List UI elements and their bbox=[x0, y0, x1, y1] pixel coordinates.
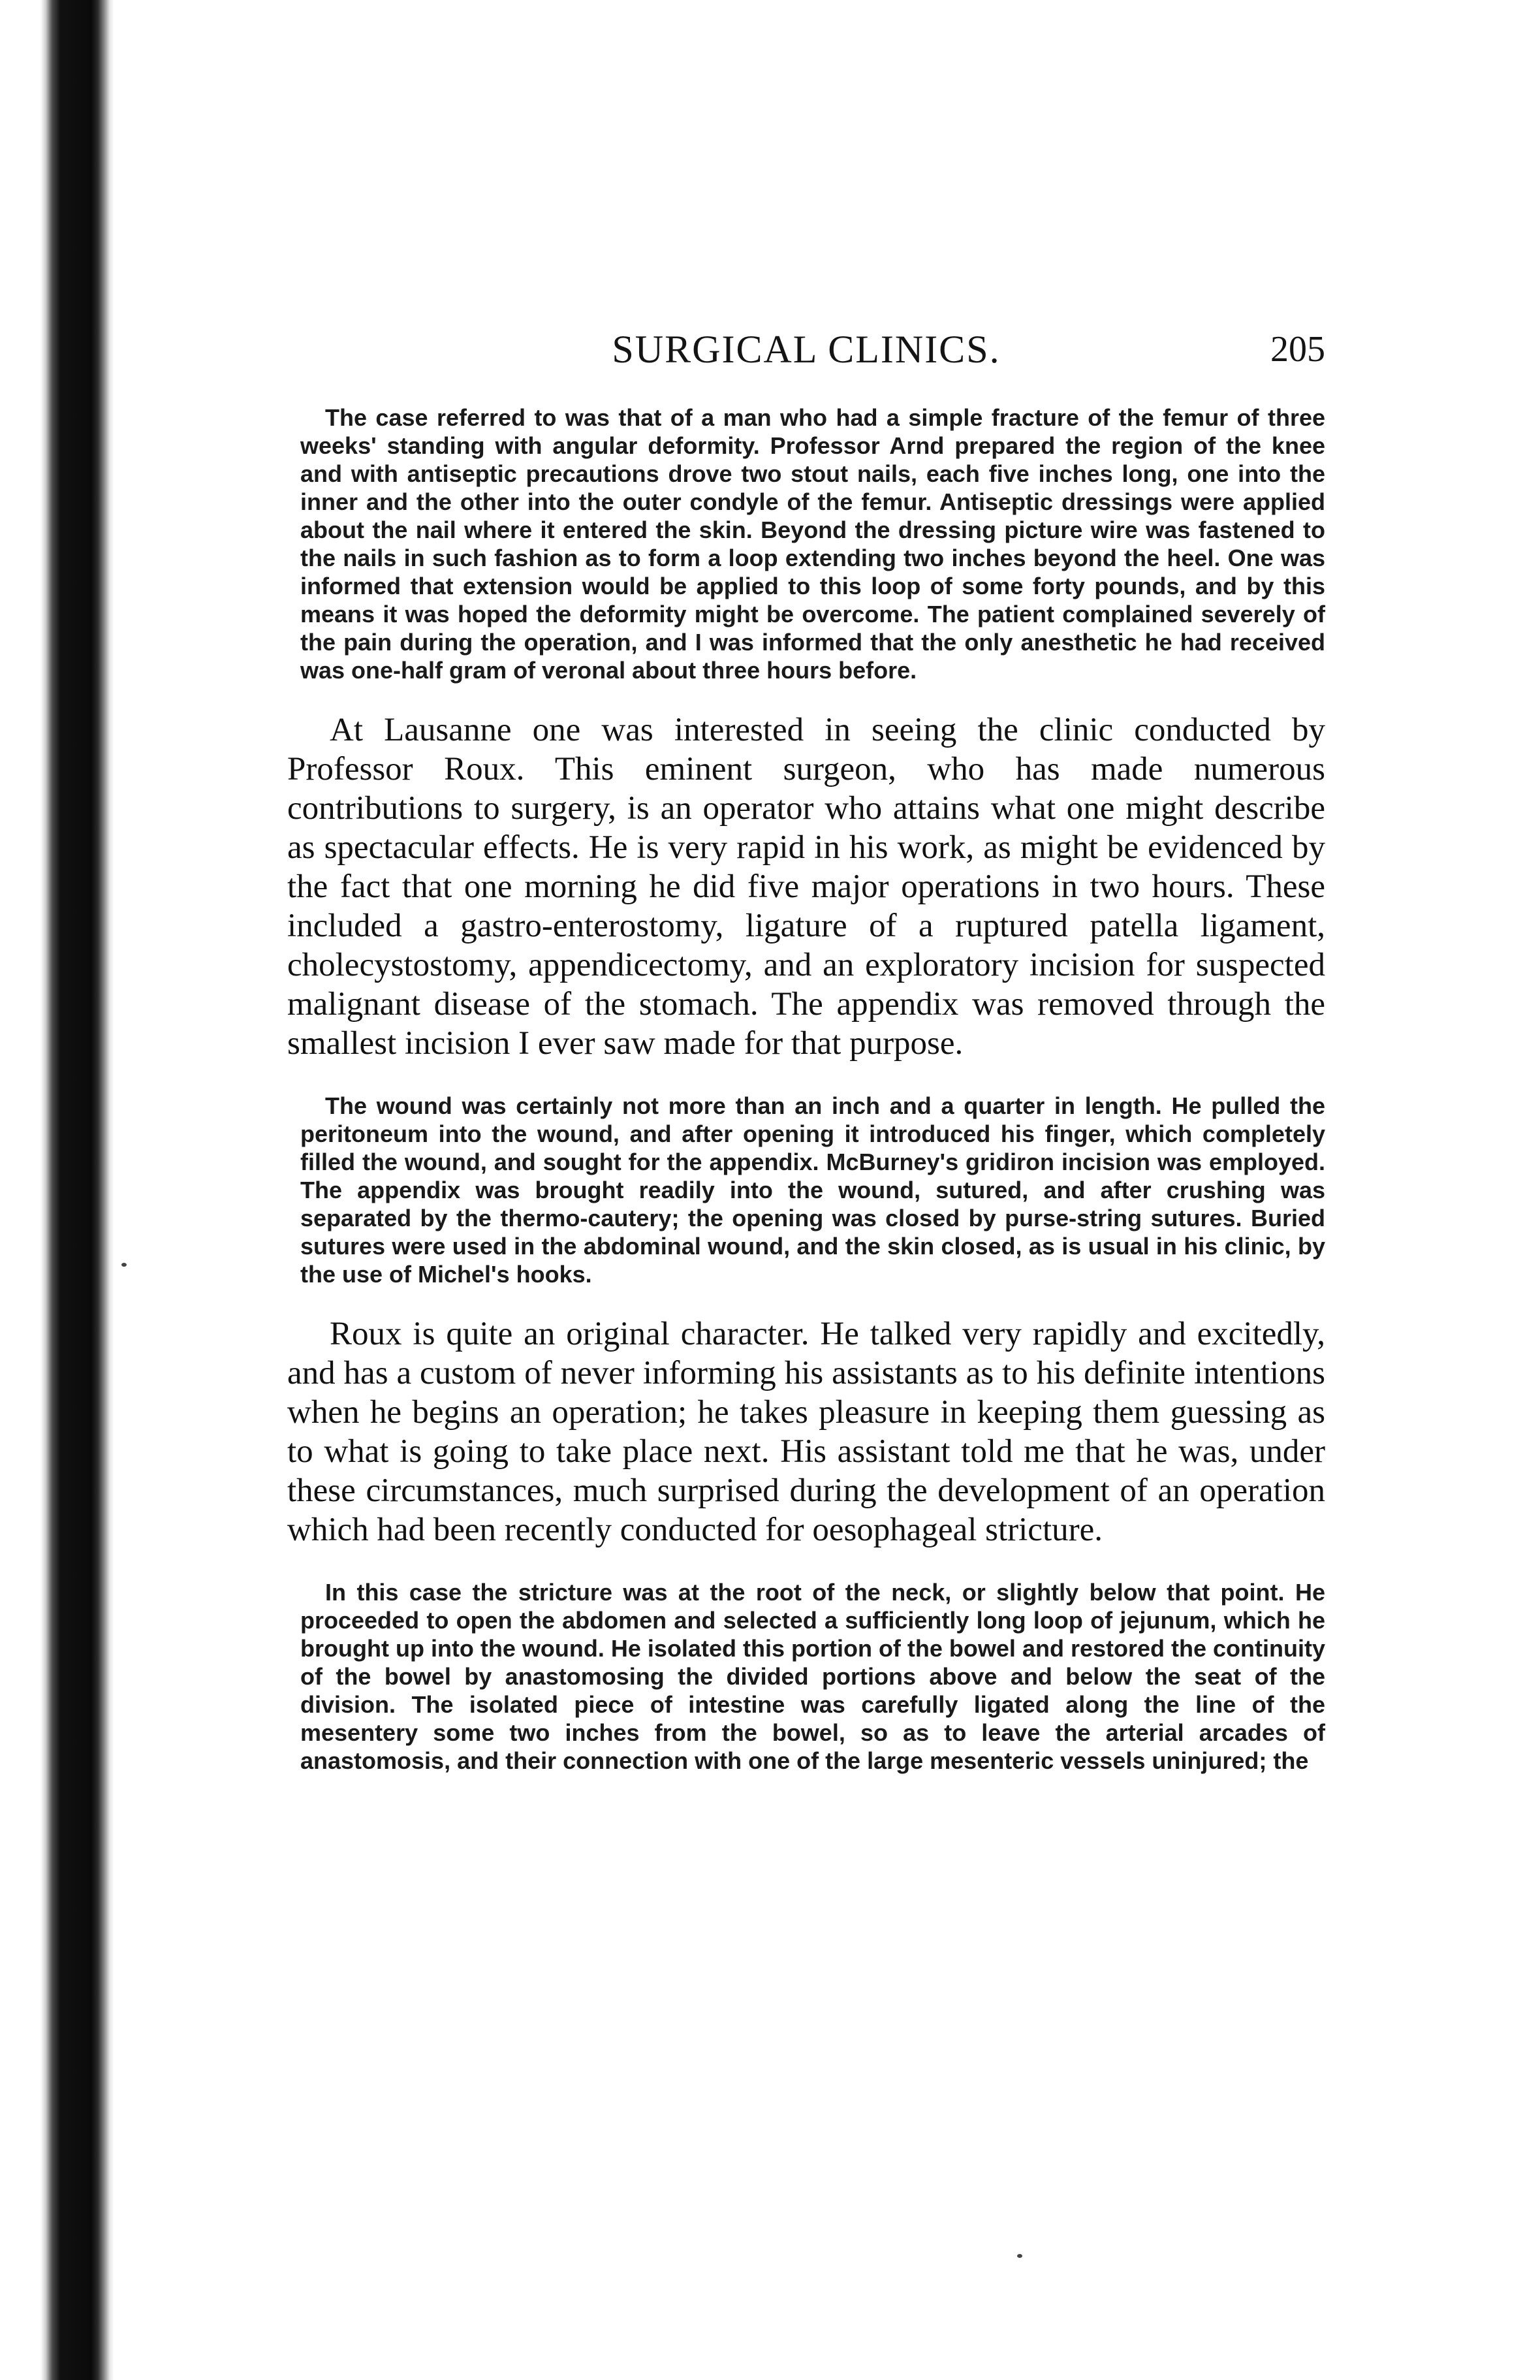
quoted-paragraph-arnd-case: The case referred to was that of a man who had a simple fracture of the femur of three weeks' standing with angular deformity. Professor Arnd prepared the region of the knee and with antiseptic precautions drove two stout nails, each five inches long, one into the inner and the other into the outer condyle of the femur. Antiseptic dressings were applied about the nail where it entered the skin. Beyond the dressing picture wire was fastened to the nails in such fashion as to form a loop extending two inches beyond the heel. One was informed that extension would be applied to this loop of some forty pounds, and by this means it was hoped the deformity might be overcome. The patient complained severely of the pain during the operation, and I was informed that the only anesthetic he had received was one-half gram of veronal about three hours before. bbox=[300, 404, 1325, 684]
scan-binding-edge bbox=[0, 0, 114, 2380]
scan-speck bbox=[121, 1263, 127, 1267]
body-paragraph-lausanne: At Lausanne one was interested in seeing the clinic conducted by Professor Roux. This eminent surgeon, who has made numerous contributions to surgery, is an operator who attains what one might describe as spectacular effects. He is very rapid in his work, as might be evidenced by the fact that one morning he did five major operations in two hours. These included a gastro-enterostomy, ligature of a ruptured patella ligament, cholecystostomy, appendicectomy, and an exploratory incision for suspected malignant disease of the stomach. The appendix was removed through the smallest incision I ever saw made for that purpose. bbox=[287, 712, 1325, 1062]
scan-speck bbox=[1017, 2254, 1022, 2258]
body-paragraph-roux-character: Roux is quite an original character. He talked very rapidly and excitedly, and has a custom of never informing his assistants as to his definite intentions when he begins an operation; he takes pleasure in keeping them guessing as to what is going to take place next. His assistant told me that he was, under these circumstances, much surprised during the development of an operation which had been recently conducted for oesophageal stricture. bbox=[287, 1316, 1325, 1548]
running-title: SURGICAL CLINICS. bbox=[612, 328, 1001, 371]
quoted-paragraph-stricture-case: In this case the stricture was at the root of the neck, or slightly below that point. He proceeded to open the abdomen and selected a sufficiently long loop of jejunum, which he brought up into the wound. He isolated this portion of the bowel and restored the continuity of the bowel by anastomosing the divided portions above and below the seat of the division. The isolated piece of intestine was carefully ligated along the line of the mesentery some two inches from the bowel, so as to leave the arterial arcades of anastomosis, and their connection with one of the large mesenteric vessels uninjured; the bbox=[300, 1579, 1325, 1774]
page-number: 205 bbox=[1270, 329, 1325, 370]
quoted-paragraph-appendix-wound: The wound was certainly not more than an inch and a quarter in length. He pulled the peritoneum into the wound, and after opening it introduced his finger, which completely filled the wound, and sought for the appendix. McBurney's gridiron incision was employed. The appendix was brought readily into the wound, sutured, and after crushing was separated by the thermo-cautery; the opening was closed by purse-string sutures. Buried sutures were used in the abdominal wound, and the skin closed, as is usual in his clinic, by the use of Michel's hooks. bbox=[300, 1092, 1325, 1288]
book-page bbox=[287, 326, 1325, 1801]
running-head bbox=[287, 326, 1325, 385]
